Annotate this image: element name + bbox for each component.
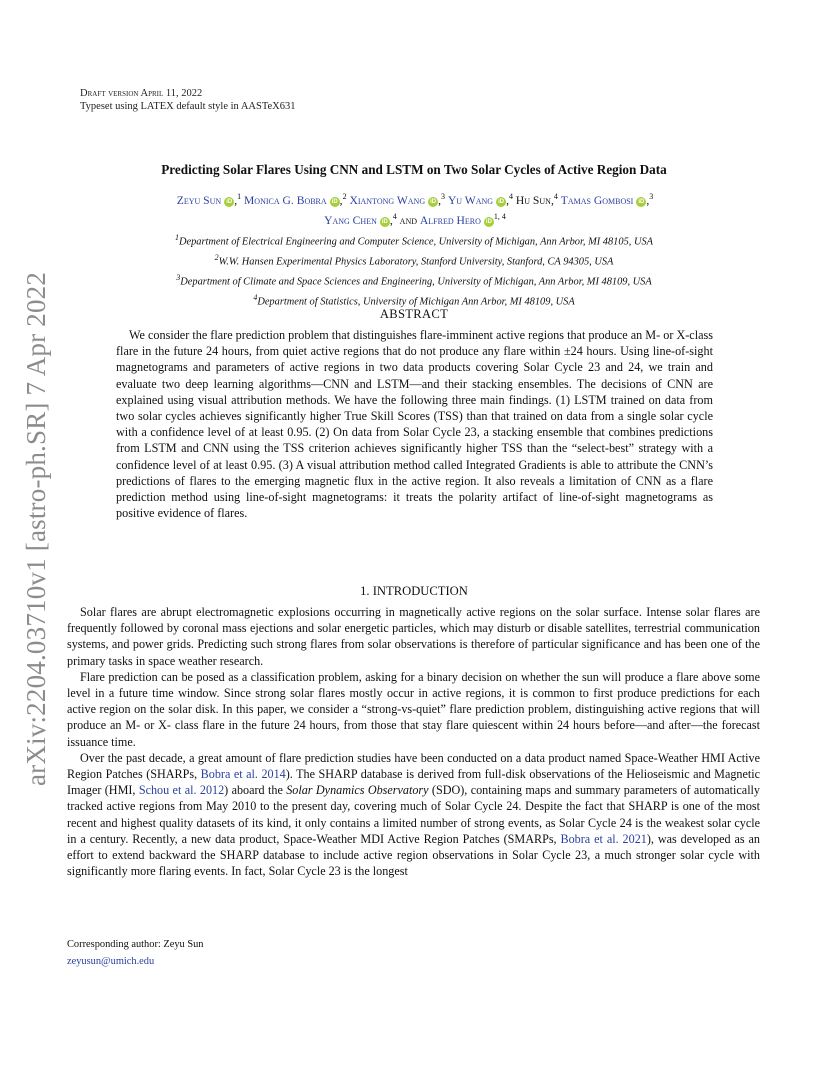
affiliation-number: 4 [253,292,258,302]
author-affil-mark: 3 [649,192,654,201]
affiliation-text: Department of Statistics, University of Michigan Ann Arbor, MI 48109, USA [257,296,575,308]
header-metadata [80,87,296,113]
affiliation-text: Department of Electrical Engineering and Computer Science, University of Michigan, Ann Arbor, MI 48105, USA [178,236,654,248]
introduction-body [67,604,760,879]
text-run: ), was developed as an effort to extend backward the SHARP database to include active region observations in Solar Cycle 23, a much stronger solar cycle with significantly more flaring events. In fact, Solar Cycle 23 is the longest [67,831,761,879]
paragraph [67,750,760,880]
author-name[interactable]: Yu Wang [447,193,494,207]
affiliation-number: 3 [176,272,181,282]
author-name[interactable]: Alfred Hero [419,213,481,227]
text-run: (SDO), containing maps and summary parameters of automatically tracked active regions from May 2010 to the present day, covering much of Solar Cycle 24. Despite the fact that SHARP is one of the most recent and highest quality datasets of its kind, it only contains a limited number of strong events, as Solar Cycle 24 is the weakest solar cycle in a century. Recently, a new data product, Space-Weather MDI Active Region Patches (SMARPs, [67,783,761,846]
author-affil-mark: 2 [342,192,347,201]
corresponding-author-label: Corresponding author: Zeyu Sun [67,939,204,950]
orcid-icon[interactable]: iD [638,198,645,205]
paragraph: Solar flares are abrupt electromagnetic explosions occurring in magnetically active regions on the solar surface. Intense solar flares are frequently followed by coronal mass ejections and solar energetic particles, which may disturb or disable satellites, terrestrial communication systems, and power grids. Predicting such strong flares from solar observations is therefore of particular significance and has been one of the primary tasks in space weather research. [67,605,760,668]
email-link[interactable]: zeyusun@umich.edu [67,956,155,967]
citation-link[interactable]: Bobra et al. 2021 [560,831,647,846]
orcid-icon[interactable]: iD [381,218,388,225]
affiliation [0,270,828,290]
orcid-icon[interactable]: iD [430,198,437,205]
affiliation-list [0,230,828,310]
text-run: ) aboard the [224,783,287,798]
author-name[interactable]: Zeyu Sun [176,193,222,207]
orcid-icon[interactable]: iD [226,198,233,205]
paragraph: Flare prediction can be posed as a classification problem, asking for a binary decision on whether the sun will produce a flare above some level in a future time window. Since strong solar flares mostly occur in active regions, it is common to first produce predictions for each active region on the solar disk. In this paper, we consider a “strong-vs-quiet” flare prediction problem, distinguishing active regions that will produce an M- or X- class flare in the future 24 hours, from those that stay flare quiescent within 24 hours before—and after—the forecast issuance time. [67,669,760,749]
author-affil-mark: 1 [237,192,242,201]
author-list: Zeyu Sun iD ,$^1$ Monica G. Bobra iD ,$^2$ Xiantong Wang iD ,$^3$ Yu Wang iD ,$^4$ Hu Sun,$^4$ Tamas Gombosi iD ,$^3$ Yang Chen iD ,$^4$ and Alfred Hero iD$^{1, 4}$ [176,192,654,227]
affiliation [0,230,828,250]
arxiv-identifier-stamp: arXiv:2204.03710v1 [astro-ph.SR] 7 Apr 2022 [21,271,51,786]
affiliation-text: W.W. Hansen Experimental Physics Laboratory, Stanford University, Stanford, CA 94305, USA [218,256,614,268]
author-affil-mark: 4 [392,211,397,221]
author-affil-mark: 3 [441,192,446,201]
section-heading: 1. INTRODUCTION [360,584,468,598]
author-name[interactable]: Xiantong Wang [349,193,426,207]
affiliation-text: Department of Climate and Space Sciences and Engineering, University of Michigan, Ann Arbor, MI 48109, USA [180,276,652,288]
author-name[interactable]: Monica G. Bobra [244,193,327,207]
orcid-icon[interactable]: iD [485,218,492,225]
corresponding-author-footnote [67,936,204,970]
text-run: ). The SHARP database is derived from full-disk observations of the Helioseismic and Magnetic Imager (HMI, [67,767,760,798]
author-affil-mark: 4 [553,192,558,201]
affiliation-number: 2 [214,252,219,262]
affiliation-number: 1 [174,233,179,242]
author-affil-mark: 1, 4 [493,211,506,221]
typeset-line: Typeset using LATEX default style in AASTeX631 [80,101,296,112]
affiliation [0,250,828,270]
citation-link[interactable]: Schou et al. 2012 [138,783,225,798]
author-name[interactable]: Tamas Gombosi [560,193,634,207]
italic-text: Solar Dynamics Observatory [286,783,429,798]
text-run: Over the past decade, a great amount of flare prediction studies have been conducted on a data product named Space-Weather HMI Active Region Patches (SHARPs, [67,750,760,782]
author-affil-mark: 4 [508,192,513,201]
author-name: Hu Sun [515,193,551,207]
draft-version-line: Draft version April 11, 2022 [80,88,203,99]
author-name[interactable]: Yang Chen [324,213,377,227]
paper-title: Predicting Solar Flares Using CNN and LSTM on Two Solar Cycles of Active Region Data [161,162,667,177]
orcid-icon[interactable]: iD [331,198,338,205]
abstract-heading: ABSTRACT [379,307,449,321]
abstract-text: We consider the flare prediction problem that distinguishes flare-imminent active regions that produce an M- or X-class flare in the future 24 hours, from quiet active regions that do not produce any flare within ±24 hours. Using line-of-sight magnetograms and parameters of active regions in two data products covering Solar Cycle 23 and 24, we train and evaluate two deep learning algorithms—CNN and LSTM—and their stacking ensembles. The decisions of CNN are explained using visual attribution methods. We have the following three main findings. (1) LSTM trained on data from two solar cycles achieves significantly higher True Skill Scores (TSS) than that trained on data from a single solar cycle with a confidence level of at least 0.95. (2) On data from Solar Cycle 23, a stacking ensemble that combines predictions from LSTM and CNN using the TSS criterion achieves significantly higher TSS than the “select-best” strategy with a confidence level of at least 0.95. (3) A visual attribution method called Integrated Gradients is able to attribute the CNN’s predictions of flares to the emerging magnetic flux in the active region. It also reveals a limitation of CNN as a flare prediction method using line-of-sight magnetograms: it treats the polarity artifact of line-of-sight magnetograms as positive evidence of flares. [116,328,713,521]
citation-link[interactable]: Bobra et al. 2014 [200,767,286,782]
orcid-icon[interactable]: iD [498,198,505,205]
author-conjunction: and [399,213,418,227]
